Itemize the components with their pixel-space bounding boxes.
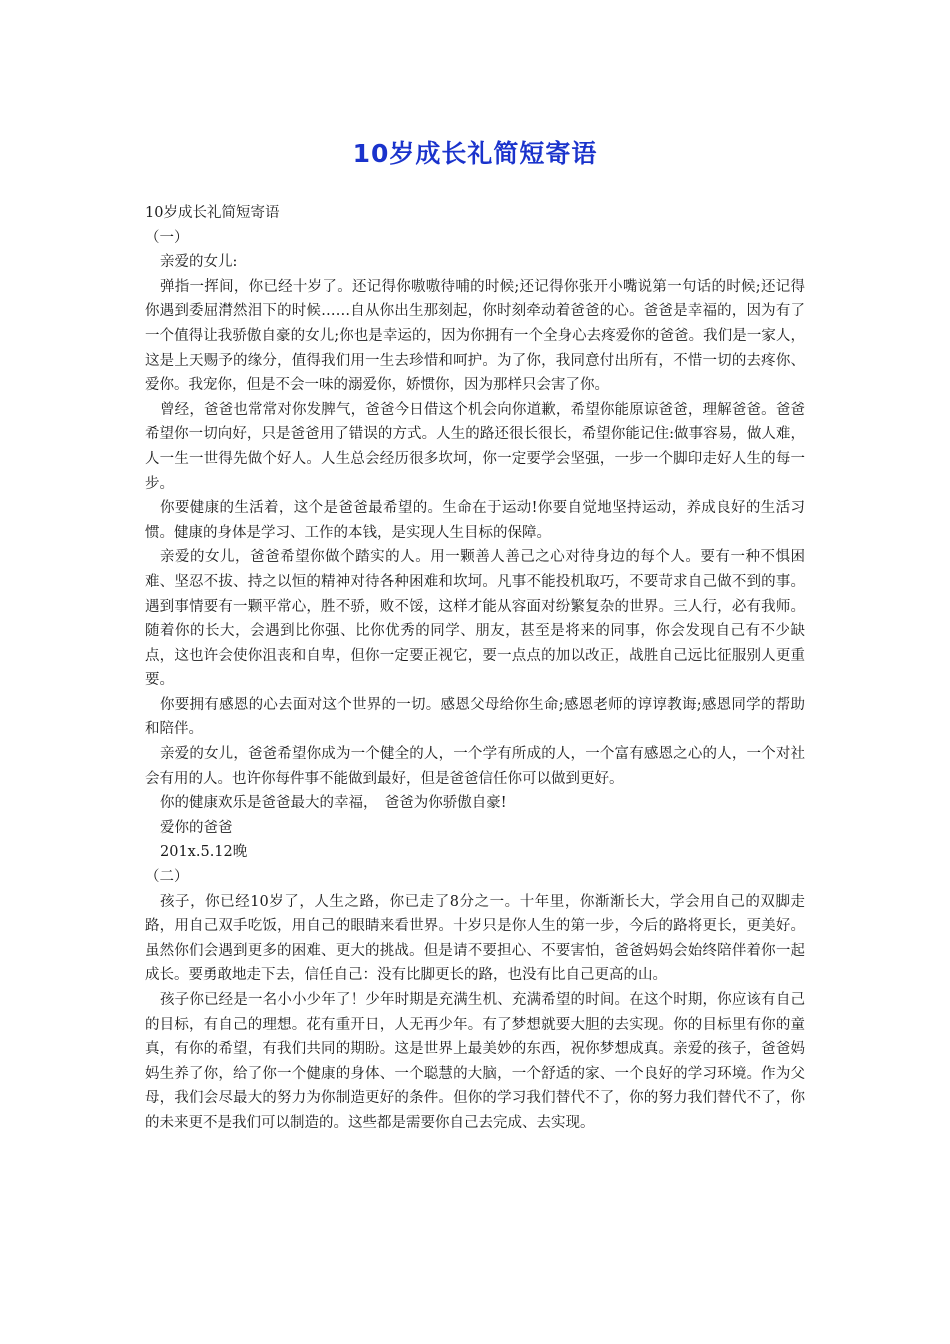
paragraph: 弹指一挥间，你已经十岁了。还记得你嗷嗷待哺的时候;还记得你张开小嘴说第一句话的时候;还记得你遇到委屈潸然泪下的时候……自从你出生那刻起，你时刻牵动着爸爸的心。爸爸是幸福的，因为有了一个值得让我骄傲自豪的女儿;你也是幸运的，因为你拥有一个全身心去疼爱你的爸爸。我们是一家人，这是上天赐予的缘分，值得我们用一生去珍惜和呵护。为了你，我同意付出所有，不惜一切的去疼你、爱你。我宠你，但是不会一味的溺爱你，娇惯你，因为那样只会害了你。	[145, 278, 805, 394]
section-marker-1: （一）	[145, 229, 189, 246]
paragraph: 你要拥有感恩的心去面对这个世界的一切。感恩父母给你生命;感恩老师的谆谆教诲;感恩同学的帮助和陪伴。	[145, 696, 805, 738]
salutation: 亲爱的女儿:	[160, 254, 238, 271]
paragraph: 你的健康欢乐是爸爸最大的幸福， 爸爸为你骄傲自豪!	[160, 795, 507, 812]
subtitle: 10岁成长礼简短寄语	[145, 205, 280, 221]
document-body	[145, 201, 805, 1136]
section-marker-2: （二）	[145, 869, 189, 886]
paragraph: 孩子你已经是一名小小少年了！少年时期是充满生机、充满希望的时间。在这个时期，你应该有自己的目标，有自己的理想。花有重开日，人无再少年。有了梦想就要大胆的去实现。你的目标里有你的童真，有你的希望，有我们共同的期盼。这是世界上最美妙的东西，祝你梦想成真。亲爱的孩子，爸爸妈妈生养了你，给了你一个健康的身体、一个聪慧的大脑，一个舒适的家、一个良好的学习环境。作为父母，我们会尽最大的努力为你制造更好的条件。但你的学习我们替代不了，你的努力我们替代不了，你的未来更不是我们可以制造的。这些都是需要你自己去完成、去实现。	[145, 992, 805, 1131]
paragraph: 亲爱的女儿，爸爸希望你成为一个健全的人，一个学有所成的人，一个富有感恩之心的人，一个对社会有用的人。也许你每件事不能做到最好，但是爸爸信任你可以做到更好。	[145, 746, 805, 787]
date: 201x.5.12晚	[160, 844, 248, 861]
paragraph: 亲爱的女儿，爸爸希望你做个踏实的人。用一颗善人善己之心对待身边的每个人。要有一种不惧困难、坚忍不拔、持之以恒的精神对待各种困难和坎坷。凡事不能投机取巧，不要苛求自己做不到的事。遇到事情要有一颗平常心，胜不骄，败不馁，这样才能从容面对纷繁复杂的世界。三人行，必有我师。随着你的长大，会遇到比你强、比你优秀的同学、朋友，甚至是将来的同事，你会发现自己有不少缺点，这也许会使你沮丧和自卑，但你一定要正视它，要一点点的加以改正，战胜自己远比征服别人更重要。	[145, 549, 805, 689]
signature: 爱你的爸爸	[160, 819, 233, 836]
paragraph: 你要健康的生活着，这个是爸爸最希望的。生命在于运动!你要自觉地坚持运动，养成良好的生活习惯。健康的身体是学习、工作的本钱，是实现人生目标的保障。	[145, 500, 805, 541]
document-title: 10岁成长礼简短寄语	[352, 139, 598, 168]
paragraph: 孩子，你已经10岁了，人生之路，你已走了8分之一。十年里，你渐渐长大，学会用自己的双脚走路，用自己双手吃饭，用自己的眼睛来看世界。十岁只是你人生的第一步，今后的路将更长，更美好。虽然你们会遇到更多的困难、更大的挑战。但是请不要担心、不要害怕，爸爸妈妈会始终陪伴着你一起成长。要勇敢地走下去，信任自己：没有比脚更长的路，也没有比自己更高的山。	[145, 893, 805, 984]
paragraph: 曾经，爸爸也常常对你发脾气，爸爸今日借这个机会向你道歉，希望你能原谅爸爸，理解爸爸。爸爸希望你一切向好，只是爸爸用了错误的方式。人生的路还很长很长，希望你能记住:做事容易，做人难，人一生一世得先做个好人。人生总会经历很多坎坷，你一定要学会坚强，一步一个脚印走好人生的每一步。	[145, 401, 805, 492]
